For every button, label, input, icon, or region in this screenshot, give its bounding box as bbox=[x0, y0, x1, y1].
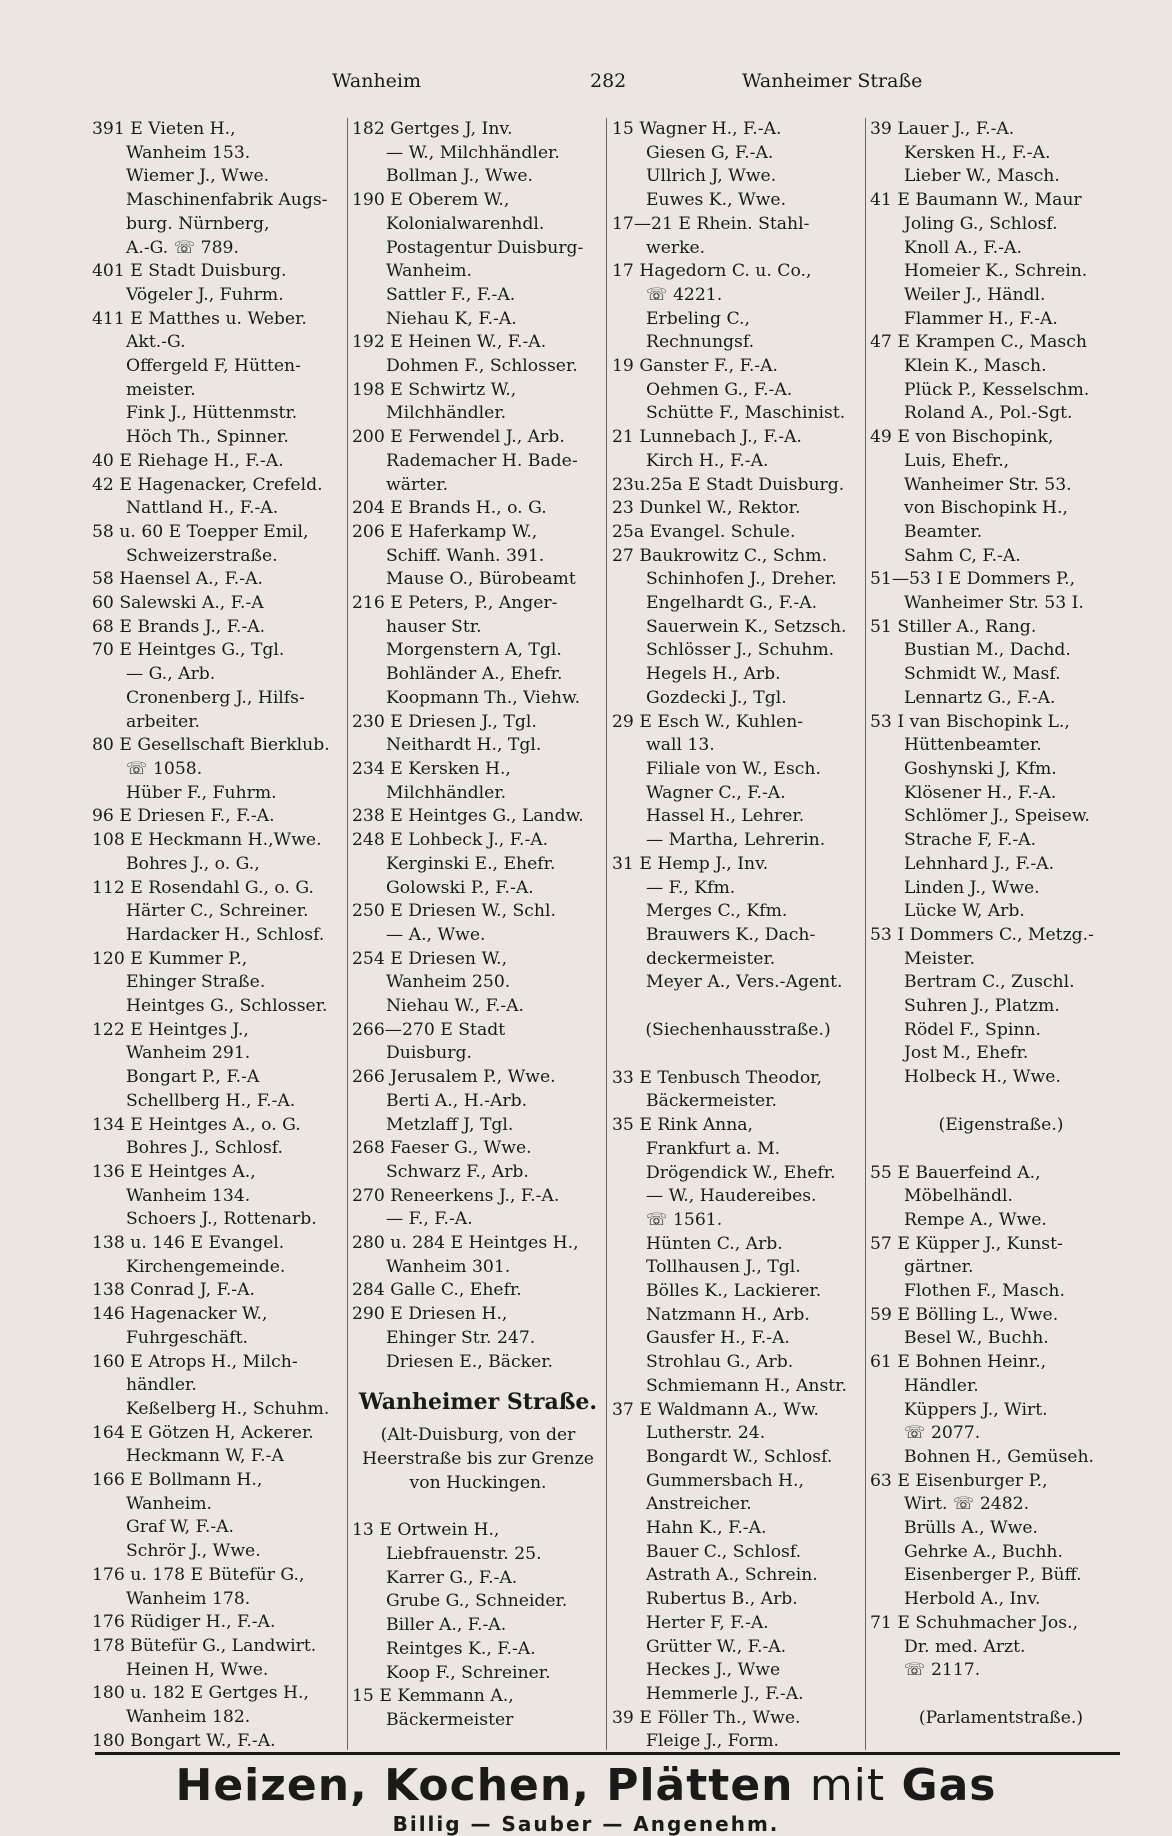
directory-line: 29 E Esch W., Kuhlen- bbox=[612, 711, 804, 732]
directory-line: Schweizerstraße. bbox=[126, 545, 278, 566]
ad-slogan: Billig — Sauber — Angenehm. bbox=[392, 1812, 780, 1836]
directory-line: Schinhofen J., Dreher. bbox=[646, 569, 837, 590]
directory-line: 23u.25a E Stadt Duisburg. bbox=[612, 474, 845, 495]
directory-line: Liebfrauenstr. 25. bbox=[386, 1544, 542, 1565]
directory-line: Lücke W, Arb. bbox=[904, 901, 1025, 922]
directory-line: ☏ 4221. bbox=[646, 284, 723, 305]
directory-line: Kirchengemeinde. bbox=[126, 1256, 286, 1277]
directory-line: 136 E Heintges A., bbox=[92, 1161, 256, 1182]
directory-line: 401 E Stadt Duisburg. bbox=[92, 261, 287, 282]
directory-line: 216 E Peters, P., Anger- bbox=[352, 593, 558, 614]
directory-line: Fink J., Hüttenmstr. bbox=[126, 403, 298, 424]
directory-line: Flothen F., Masch. bbox=[904, 1281, 1065, 1302]
directory-line: Euwes K., Wwe. bbox=[646, 190, 787, 211]
directory-line: Plück P., Kesselschm. bbox=[904, 379, 1090, 400]
directory-line: 178 Bütefür G., Landwirt. bbox=[92, 1636, 317, 1656]
directory-line: 112 E Rosendahl G., o. G. bbox=[92, 877, 314, 898]
directory-line: 15 E Kemmann A., bbox=[352, 1686, 514, 1707]
directory-line: Kerginski E., Ehefr. bbox=[386, 853, 556, 874]
directory-line: Flammer H., F.-A. bbox=[904, 308, 1058, 329]
directory-line: 35 E Rink Anna, bbox=[612, 1115, 753, 1136]
directory-line: Frankfurt a. M. bbox=[646, 1138, 781, 1159]
directory-line: 59 E Bölling L., Wwe. bbox=[870, 1304, 1059, 1325]
directory-line: Wanheim 153. bbox=[126, 142, 251, 163]
directory-line: Brülls A., Wwe. bbox=[904, 1518, 1039, 1539]
directory-line: 134 E Heintges A., o. G. bbox=[92, 1114, 301, 1135]
directory-line: Kolonialwarenhdl. bbox=[386, 213, 545, 234]
directory-line: Ehinger Straße. bbox=[126, 972, 266, 993]
directory-line: Bongart P., F.-A bbox=[126, 1067, 260, 1088]
directory-line: Herbold A., Inv. bbox=[904, 1589, 1041, 1610]
directory-line: 290 E Driesen H., bbox=[352, 1304, 508, 1325]
directory-line: Wanheim 291. bbox=[126, 1043, 251, 1064]
directory-line: 160 E Atrops H., Milch- bbox=[92, 1351, 298, 1372]
column-4 bbox=[870, 118, 1132, 1750]
directory-line: von Bischopink H., bbox=[904, 498, 1068, 519]
directory-line: 230 E Driesen J., Tgl. bbox=[352, 711, 537, 732]
cross-street-note: (Eigenstraße.) bbox=[938, 1114, 1064, 1135]
directory-line: Beamter. bbox=[904, 521, 983, 542]
directory-line: wärter. bbox=[386, 474, 449, 495]
directory-line: Hahn K., F.-A. bbox=[646, 1518, 767, 1539]
directory-line: Schiff. Wanh. 391. bbox=[386, 545, 545, 566]
directory-line: Rechnungsf. bbox=[646, 332, 755, 353]
directory-line: Merges C., Kfm. bbox=[646, 901, 788, 922]
directory-line: Besel W., Buchh. bbox=[904, 1328, 1049, 1349]
directory-line: Goshynski J, Kfm. bbox=[904, 758, 1057, 779]
directory-line: Mause O., Bürobeamt bbox=[386, 569, 576, 590]
directory-line: 57 E Küpper J., Kunst- bbox=[870, 1233, 1063, 1254]
directory-line: A.-G. ☏ 789. bbox=[126, 237, 239, 258]
directory-line: Sahm C, F.-A. bbox=[904, 545, 1021, 566]
directory-line: 15 Wagner H., F.-A. bbox=[612, 119, 782, 139]
directory-line: Bäckermeister. bbox=[646, 1091, 777, 1112]
directory-line: ☏ 1561. bbox=[646, 1209, 723, 1230]
directory-line: Fleige J., Form. bbox=[646, 1731, 779, 1750]
directory-line: Natzmann H., Arb. bbox=[646, 1304, 810, 1325]
directory-line: Reintges K., F.-A. bbox=[386, 1638, 536, 1659]
directory-line: Grütter W., F.-A. bbox=[646, 1636, 787, 1657]
directory-line: 204 E Brands H., o. G. bbox=[352, 498, 547, 519]
directory-line: Berti A., H.-Arb. bbox=[386, 1090, 528, 1111]
directory-line: Brauwers K., Dach- bbox=[646, 924, 816, 945]
directory-line: 234 E Kersken H., bbox=[352, 758, 511, 779]
directory-line: Wanheim. bbox=[126, 1493, 212, 1514]
directory-line: 23 Dunkel W., Rektor. bbox=[612, 498, 801, 519]
directory-line: 21 Lunnebach J., F.-A. bbox=[612, 427, 802, 448]
directory-line: Heckes J., Wwe bbox=[646, 1660, 781, 1681]
directory-line: Duisburg. bbox=[386, 1043, 472, 1064]
directory-line: Driesen E., Bäcker. bbox=[386, 1351, 554, 1372]
directory-line: Bäckermeister bbox=[386, 1710, 514, 1730]
spacer bbox=[870, 1683, 1132, 1707]
directory-line: 190 E Oberem W., bbox=[352, 190, 510, 211]
directory-line: 49 E von Bischopink, bbox=[870, 427, 1054, 448]
directory-line: Gehrke A., Buchh. bbox=[904, 1541, 1063, 1562]
directory-line: 27 Baukrowitz C., Schm. bbox=[612, 545, 828, 566]
directory-line: Niehau W., F.-A. bbox=[386, 996, 524, 1017]
directory-line: Kirch H., F.-A. bbox=[646, 450, 769, 471]
spacer bbox=[870, 1138, 1132, 1162]
header-right: Wanheimer Straße bbox=[742, 70, 923, 92]
directory-line: Rubertus B., Arb. bbox=[646, 1589, 798, 1610]
directory-line: 138 Conrad J, F.-A. bbox=[92, 1280, 255, 1301]
directory-line: 68 E Brands J., F.-A. bbox=[92, 616, 266, 637]
cross-street-note: (Alt-Duisburg, von der bbox=[380, 1425, 576, 1446]
spacer bbox=[612, 1043, 864, 1067]
directory-line: Hüttenbeamter. bbox=[904, 735, 1042, 756]
directory-line: Herter F, F.-A. bbox=[646, 1612, 769, 1633]
directory-line: Joling G., Schlosf. bbox=[904, 213, 1058, 234]
directory-line: Schmiemann H., Anstr. bbox=[646, 1375, 847, 1396]
directory-line: Knoll A., F.-A. bbox=[904, 237, 1022, 258]
directory-line: Offergeld F, Hütten- bbox=[126, 356, 301, 377]
directory-line: Gozdecki J., Tgl. bbox=[646, 687, 787, 708]
directory-line: Bohländer A., Ehefr. bbox=[386, 664, 563, 685]
directory-line: Niehau K, F.-A. bbox=[386, 308, 517, 329]
directory-line: Wirt. ☏ 2482. bbox=[904, 1494, 1030, 1515]
directory-line: Hassel H., Lehrer. bbox=[646, 806, 805, 827]
directory-line: deckermeister. bbox=[646, 948, 776, 969]
directory-line: arbeiter. bbox=[126, 711, 201, 732]
directory-line: ☏ 1058. bbox=[126, 758, 203, 779]
directory-line: Nattland H., F.-A. bbox=[126, 498, 279, 519]
directory-line: 39 E Föller Th., Wwe. bbox=[612, 1707, 801, 1728]
directory-line: Lennartz G., F.-A. bbox=[904, 687, 1056, 708]
directory-line: Keßelberg H., Schuhm. bbox=[126, 1398, 330, 1419]
directory-line: Schlömer J., Speisew. bbox=[904, 806, 1090, 827]
directory-line: Bauer C., Schlosf. bbox=[646, 1541, 802, 1562]
directory-line: Lehnhard J., F.-A. bbox=[904, 853, 1055, 874]
directory-line: 96 E Driesen F., F.-A. bbox=[92, 806, 275, 827]
directory-line: 266 Jerusalem P., Wwe. bbox=[352, 1067, 556, 1088]
directory-line: 166 E Bollmann H., bbox=[92, 1470, 263, 1491]
directory-line: händler. bbox=[126, 1375, 197, 1396]
directory-line: Jost M., Ehefr. bbox=[904, 1043, 1029, 1064]
directory-line: Strohlau G., Arb. bbox=[646, 1352, 794, 1373]
directory-line: Giesen G, F.-A. bbox=[646, 142, 774, 163]
directory-line: Tollhausen J., Tgl. bbox=[646, 1257, 801, 1278]
directory-line: Filiale von W., Esch. bbox=[646, 758, 821, 779]
directory-line: Dohmen F., Schlosser. bbox=[386, 356, 578, 377]
directory-line: 146 Hagenacker W., bbox=[92, 1304, 268, 1325]
cross-street-note: von Huckingen. bbox=[409, 1472, 547, 1493]
directory-line: Homeier K., Schrein. bbox=[904, 261, 1088, 282]
directory-line: 192 E Heinen W., F.-A. bbox=[352, 332, 547, 353]
directory-line: 70 E Heintges G., Tgl. bbox=[92, 640, 285, 661]
directory-line: 47 E Krampen C., Masch bbox=[870, 332, 1087, 353]
directory-line: Heckmann W, F.-A bbox=[126, 1446, 284, 1467]
directory-line: Schütte F., Maschinist. bbox=[646, 403, 846, 424]
header-left: Wanheim bbox=[332, 70, 422, 92]
directory-line: Strache F, F.-A. bbox=[904, 830, 1037, 851]
directory-line: Milchhändler. bbox=[386, 782, 507, 803]
directory-line: 31 E Hemp J., Inv. bbox=[612, 853, 769, 874]
directory-line: 42 E Hagenacker, Crefeld. bbox=[92, 474, 323, 495]
directory-line: 182 Gertges J, Inv. bbox=[352, 119, 513, 139]
directory-line: Metzlaff J, Tgl. bbox=[386, 1114, 514, 1135]
directory-line: 270 Reneerkens J., F.-A. bbox=[352, 1185, 560, 1206]
directory-line: Karrer G., F.-A. bbox=[386, 1567, 518, 1588]
directory-line: meister. bbox=[126, 379, 196, 400]
directory-line: Fuhrgeschäft. bbox=[126, 1327, 248, 1348]
directory-line: Roland A., Pol.-Sgt. bbox=[904, 403, 1073, 424]
column-divider bbox=[865, 118, 866, 1750]
directory-line: 248 E Lohbeck J., F.-A. bbox=[352, 830, 549, 851]
column-3 bbox=[612, 118, 864, 1750]
directory-line: — G., Arb. bbox=[126, 664, 216, 685]
directory-line: 280 u. 284 E Heintges H., bbox=[352, 1233, 579, 1254]
column-1 bbox=[92, 118, 342, 1750]
ad-headline-gas: Gas bbox=[901, 1760, 997, 1811]
directory-line: 206 E Haferkamp W., bbox=[352, 521, 538, 542]
directory-line: 284 Galle C., Ehefr. bbox=[352, 1280, 522, 1301]
directory-line: — W., Milchhändler. bbox=[386, 142, 560, 163]
page-header bbox=[0, 70, 1172, 100]
directory-line: Wanheim 250. bbox=[386, 972, 511, 993]
directory-line: Bertram C., Zuschl. bbox=[904, 972, 1075, 993]
directory-line: — Martha, Lehrerin. bbox=[646, 830, 826, 851]
column-divider bbox=[606, 118, 607, 1750]
directory-line: Wanheim. bbox=[386, 261, 472, 282]
directory-line: 180 Bongart W., F.-A. bbox=[92, 1730, 276, 1750]
directory-line: 41 E Baumann W., Maur bbox=[870, 190, 1082, 211]
page-number: 282 bbox=[590, 70, 627, 92]
directory-line: werke. bbox=[646, 237, 706, 258]
directory-line: Kersken H., F.-A. bbox=[904, 142, 1051, 163]
directory-line: 80 E Gesellschaft Bierklub. bbox=[92, 735, 330, 756]
directory-line: Linden J., Wwe. bbox=[904, 877, 1040, 898]
directory-line: Küppers J., Wirt. bbox=[904, 1399, 1048, 1420]
spacer bbox=[352, 1495, 604, 1519]
directory-line: 37 E Waldmann A., Ww. bbox=[612, 1399, 820, 1420]
directory-line: Bohres J., Schlosf. bbox=[126, 1138, 284, 1159]
directory-line: — F., F.-A. bbox=[386, 1209, 473, 1230]
directory-line: Koop F., Schreiner. bbox=[386, 1662, 551, 1683]
directory-line: Klein K., Masch. bbox=[904, 356, 1047, 377]
directory-line: 58 Haensel A., F.-A. bbox=[92, 569, 263, 590]
ad-headline-mit: mit bbox=[809, 1760, 886, 1811]
directory-line: Maschinenfabrik Augs- bbox=[126, 190, 328, 211]
directory-line: Lieber W., Masch. bbox=[904, 166, 1060, 187]
directory-line: Sauerwein K., Setzsch. bbox=[646, 616, 847, 637]
directory-line: Cronenberg J., Hilfs- bbox=[126, 687, 305, 708]
directory-line: ☏ 2117. bbox=[904, 1660, 981, 1681]
directory-line: 391 E Vieten H., bbox=[92, 119, 236, 139]
directory-line: 58 u. 60 E Toepper Emil, bbox=[92, 521, 309, 542]
directory-line: Wanheim 134. bbox=[126, 1185, 251, 1206]
directory-line: Wanheim 178. bbox=[126, 1588, 251, 1609]
directory-line: 122 E Heintges J., bbox=[92, 1019, 249, 1040]
directory-line: 63 E Eisenburger P., bbox=[870, 1470, 1048, 1491]
directory-line: 25a Evangel. Schule. bbox=[612, 521, 796, 542]
directory-line: Wanheim 301. bbox=[386, 1256, 511, 1277]
column-divider bbox=[347, 118, 348, 1750]
directory-line: Gummersbach H., bbox=[646, 1470, 804, 1491]
directory-line: 266—270 E Stadt bbox=[352, 1019, 506, 1040]
spacer bbox=[612, 995, 864, 1019]
directory-line: Lutherstr. 24. bbox=[646, 1423, 766, 1444]
directory-line: 250 E Driesen W., Schl. bbox=[352, 901, 556, 922]
directory-line: Ullrich J, Wwe. bbox=[646, 166, 777, 187]
directory-line: Bongardt W., Schlosf. bbox=[646, 1446, 833, 1467]
directory-line: Morgenstern A, Tgl. bbox=[386, 640, 562, 661]
directory-line: Hemmerle J., F.-A. bbox=[646, 1684, 804, 1704]
directory-line: 71 E Schuhmacher Jos., bbox=[870, 1612, 1079, 1633]
directory-line: 411 E Matthes u. Weber. bbox=[92, 308, 307, 329]
directory-line: — W., Haudereibes. bbox=[646, 1186, 817, 1207]
directory-line: 33 E Tenbusch Theodor, bbox=[612, 1067, 822, 1088]
section-heading: Wanheimer Straße. bbox=[358, 1389, 598, 1416]
directory-line: Meister. bbox=[904, 948, 975, 969]
directory-line: Hünten C., Arb. bbox=[646, 1233, 783, 1254]
directory-line: Wagner C., F.-A. bbox=[646, 782, 786, 803]
directory-line: 164 E Götzen H, Ackerer. bbox=[92, 1422, 314, 1443]
directory-line: Postagentur Duisburg- bbox=[386, 237, 584, 258]
directory-line: Ehinger Str. 247. bbox=[386, 1327, 536, 1348]
directory-line: Klösener H., F.-A. bbox=[904, 782, 1057, 803]
directory-line: Schrör J., Wwe. bbox=[126, 1541, 261, 1562]
directory-line: Rödel F., Spinn. bbox=[904, 1019, 1041, 1040]
directory-line: 60 Salewski A., F.-A bbox=[92, 593, 264, 614]
directory-line: Sattler F., F.-A. bbox=[386, 284, 516, 305]
directory-line: 238 E Heintges G., Landw. bbox=[352, 806, 584, 827]
directory-line: Erbeling C., bbox=[646, 308, 750, 329]
directory-line: 17—21 E Rhein. Stahl- bbox=[612, 213, 810, 234]
directory-line: Hardacker H., Schlosf. bbox=[126, 924, 325, 945]
directory-line: Holbeck H., Wwe. bbox=[904, 1067, 1061, 1088]
directory-line: 19 Ganster F., F.-A. bbox=[612, 356, 778, 377]
ad-headline bbox=[0, 1760, 1172, 1812]
directory-line: Bollman J., Wwe. bbox=[386, 166, 534, 187]
directory-line: 200 E Ferwendel J., Arb. bbox=[352, 427, 565, 448]
directory-line: 13 E Ortwein H., bbox=[352, 1520, 500, 1541]
directory-line: burg. Nürnberg, bbox=[126, 213, 270, 234]
directory-line: 176 Rüdiger H., F.-A. bbox=[92, 1612, 276, 1633]
directory-line: 176 u. 178 E Bütefür G., bbox=[92, 1564, 305, 1585]
directory-line: — F., Kfm. bbox=[646, 877, 736, 898]
directory-line: Schmidt W., Masf. bbox=[904, 664, 1061, 685]
directory-line: Dr. med. Arzt. bbox=[904, 1636, 1026, 1657]
directory-line: Engelhardt G., F.-A. bbox=[646, 593, 818, 614]
directory-line: 51 Stiller A., Rang. bbox=[870, 616, 1037, 637]
directory-line: 120 E Kummer P., bbox=[92, 948, 248, 969]
directory-line: Weiler J., Händl. bbox=[904, 284, 1046, 305]
directory-line: Bölles K., Lackierer. bbox=[646, 1281, 822, 1302]
directory-line: 138 u. 146 E Evangel. bbox=[92, 1233, 285, 1254]
directory-line: Suhren J., Platzm. bbox=[904, 996, 1060, 1017]
directory-line: wall 13. bbox=[646, 735, 715, 756]
directory-line: Wanheim 182. bbox=[126, 1707, 251, 1728]
directory-line: 17 Hagedorn C. u. Co., bbox=[612, 261, 812, 282]
directory-line: Meyer A., Vers.-Agent. bbox=[646, 972, 843, 993]
directory-line: Vögeler J., Fuhrm. bbox=[126, 284, 284, 305]
directory-line: Eisenberger P., Büff. bbox=[904, 1565, 1082, 1586]
directory-line: 51—53 I E Dommers P., bbox=[870, 569, 1076, 590]
cross-street-note: (Parlamentstraße.) bbox=[918, 1708, 1084, 1728]
directory-line: Härter C., Schreiner. bbox=[126, 901, 309, 922]
directory-line: Schoers J., Rottenarb. bbox=[126, 1209, 317, 1230]
directory-line: Hüber F., Fuhrm. bbox=[126, 782, 277, 803]
directory-line: Akt.-G. bbox=[126, 332, 186, 353]
directory-line: 180 u. 182 E Gertges H., bbox=[92, 1683, 309, 1704]
directory-line: — A., Wwe. bbox=[386, 924, 486, 945]
directory-line: 53 I Dommers C., Metzg.- bbox=[870, 924, 1094, 945]
ad-headline-part-1: Heizen, Kochen, Plätten bbox=[175, 1760, 794, 1811]
directory-line: hauser Str. bbox=[386, 616, 482, 637]
directory-line: gärtner. bbox=[904, 1257, 974, 1278]
directory-line: Neithardt H., Tgl. bbox=[386, 735, 542, 756]
directory-line: Grube G., Schneider. bbox=[386, 1591, 568, 1612]
directory-line: Händler. bbox=[904, 1375, 979, 1396]
directory-line: Wanheimer Str. 53. bbox=[904, 474, 1072, 495]
directory-line: Koopmann Th., Viehw. bbox=[386, 687, 581, 708]
directory-line: Rademacher H. Bade- bbox=[386, 450, 578, 471]
directory-line: 108 E Heckmann H.,Wwe. bbox=[92, 830, 322, 851]
directory-line: 55 E Bauerfeind A., bbox=[870, 1162, 1041, 1183]
directory-line: Biller A., F.-A. bbox=[386, 1615, 507, 1636]
directory-line: Heinen H, Wwe. bbox=[126, 1659, 269, 1680]
directory-line: Milchhändler. bbox=[386, 403, 507, 424]
directory-line: Schlösser J., Schuhm. bbox=[646, 640, 835, 661]
directory-line: 61 E Bohnen Heinr., bbox=[870, 1352, 1047, 1373]
directory-line: Anstreicher. bbox=[646, 1494, 752, 1515]
directory-line: Bustian M., Dachd. bbox=[904, 640, 1071, 661]
directory-line: 254 E Driesen W., bbox=[352, 948, 508, 969]
directory-line: Rempe A., Wwe. bbox=[904, 1209, 1047, 1230]
directory-line: Heintges G., Schlosser. bbox=[126, 996, 328, 1017]
directory-line: Drögendick W., Ehefr. bbox=[646, 1162, 836, 1183]
directory-line: Hegels H., Arb. bbox=[646, 664, 781, 685]
directory-line: Bohres J., o. G., bbox=[126, 853, 260, 874]
directory-line: Astrath A., Schrein. bbox=[646, 1565, 818, 1586]
cross-street-note: (Siechenhausstraße.) bbox=[645, 1020, 831, 1041]
directory-line: Wanheimer Str. 53 I. bbox=[904, 593, 1084, 614]
directory-line: Oehmen G., F.-A. bbox=[646, 379, 793, 400]
directory-line: 39 Lauer J., F.-A. bbox=[870, 119, 1015, 139]
directory-line: Höch Th., Spinner. bbox=[126, 427, 289, 448]
bottom-rule bbox=[95, 1752, 1120, 1755]
directory-line: Golowski P., F.-A. bbox=[386, 877, 534, 898]
directory-line: Schwarz F., Arb. bbox=[386, 1161, 529, 1182]
cross-street-note: Heerstraße bis zur Grenze bbox=[362, 1448, 594, 1469]
directory-line: 268 Faeser G., Wwe. bbox=[352, 1138, 532, 1159]
directory-line: Möbelhändl. bbox=[904, 1186, 1013, 1207]
directory-line: ☏ 2077. bbox=[904, 1423, 981, 1444]
gas-advertisement bbox=[0, 1760, 1172, 1836]
directory-line: Schellberg H., F.-A. bbox=[126, 1090, 296, 1111]
directory-line: Bohnen H., Gemüseh. bbox=[904, 1446, 1094, 1467]
column-2 bbox=[352, 118, 604, 1750]
spacer bbox=[870, 1090, 1132, 1114]
directory-line: Luis, Ehefr., bbox=[904, 450, 1010, 471]
directory-line: Graf W, F.-A. bbox=[126, 1517, 234, 1538]
directory-line: Gausfer H., F.-A. bbox=[646, 1328, 790, 1349]
directory-line: Wiemer J., Wwe. bbox=[126, 166, 270, 187]
directory-line: 40 E Riehage H., F.-A. bbox=[92, 450, 284, 471]
directory-line: 53 I van Bischopink L., bbox=[870, 711, 1070, 732]
directory-line: 198 E Schwirtz W., bbox=[352, 379, 517, 400]
